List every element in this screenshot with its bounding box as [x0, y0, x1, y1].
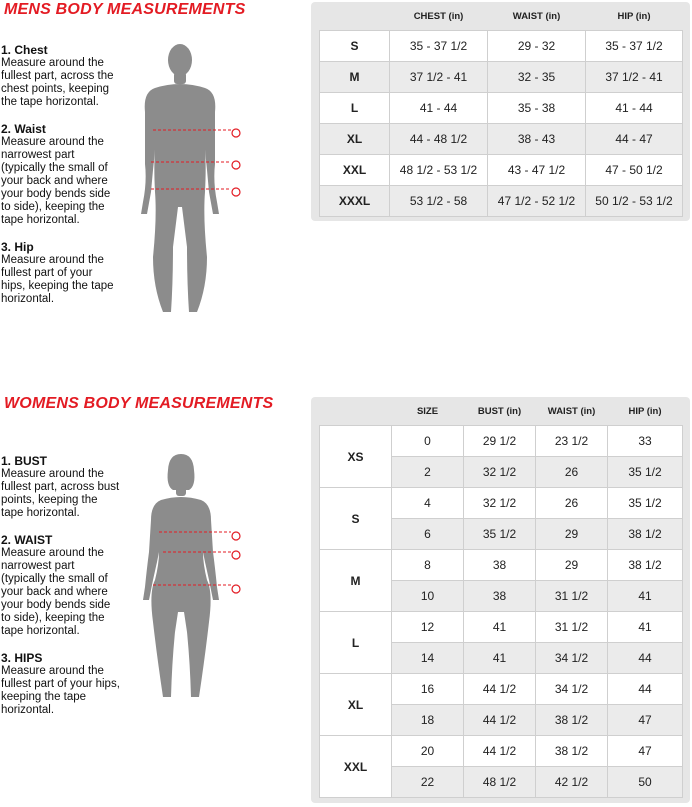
waist-value: 34 1/2	[536, 643, 608, 674]
numeric-size-value: 12	[392, 612, 464, 643]
mens-header-hip: HIP (in)	[617, 10, 651, 22]
womens-header-hip: HIP (in)	[628, 405, 662, 417]
hip-value: 44	[608, 674, 683, 705]
womens-table-row	[320, 674, 683, 705]
size-letter-label: M	[320, 550, 392, 612]
hip-value: 35 1/2	[608, 457, 683, 488]
womens-header-size: SIZE	[416, 405, 439, 417]
hip-value: 35 1/2	[608, 488, 683, 519]
womens-size-table-panel	[311, 397, 690, 803]
bust-value: 41	[464, 643, 536, 674]
womens-step-text: Measure around the fullest part of your hips, keeping the tape horizontal.	[1, 665, 120, 716]
hip-value: 38 1/2	[608, 550, 683, 581]
size-label: L	[320, 93, 390, 124]
waist-value: 26	[536, 457, 608, 488]
waist-value: 38 1/2	[536, 736, 608, 767]
waist-value: 31 1/2	[536, 612, 608, 643]
numeric-size-value: 10	[392, 581, 464, 612]
womens-step-hips	[1, 652, 121, 717]
waist-value: 43 - 47 1/2	[488, 155, 586, 186]
bust-value: 41	[464, 612, 536, 643]
bust-value: 38	[464, 550, 536, 581]
hip-value: 50	[608, 767, 683, 798]
size-label: XL	[320, 124, 390, 155]
hip-value: 41	[608, 612, 683, 643]
numeric-size-value: 6	[392, 519, 464, 550]
marker-1-icon	[231, 125, 241, 143]
chest-value: 35 - 37 1/2	[390, 31, 488, 62]
mens-step-waist	[1, 123, 116, 227]
womens-size-table	[319, 397, 683, 798]
womens-table-row	[320, 550, 683, 581]
size-label: XXL	[320, 155, 390, 186]
waist-value: 32 - 35	[488, 62, 586, 93]
womens-header-waist: WAIST (in)	[547, 405, 596, 417]
womens-table-row	[320, 488, 683, 519]
bust-value: 44 1/2	[464, 674, 536, 705]
bust-value: 32 1/2	[464, 457, 536, 488]
size-letter-label: XXL	[320, 736, 392, 798]
waist-value: 26	[536, 488, 608, 519]
mens-table-row	[320, 62, 683, 93]
marker-2-icon	[231, 157, 241, 175]
hip-value: 37 1/2 - 41	[586, 62, 683, 93]
waist-value: 23 1/2	[536, 426, 608, 457]
mens-step-hip	[1, 241, 116, 306]
bust-value: 48 1/2	[464, 767, 536, 798]
womens-header-row	[320, 397, 683, 426]
mens-step-title: 2. Waist	[1, 122, 46, 136]
womens-step-title: 2. WAIST	[1, 533, 53, 547]
womens-table-row	[320, 612, 683, 643]
mens-table-row	[320, 93, 683, 124]
numeric-size-value: 2	[392, 457, 464, 488]
numeric-size-value: 22	[392, 767, 464, 798]
mens-table-row	[320, 124, 683, 155]
chest-value: 48 1/2 - 53 1/2	[390, 155, 488, 186]
female-body-figure	[135, 452, 245, 707]
hip-value: 47	[608, 705, 683, 736]
mens-table-row	[320, 31, 683, 62]
hip-value: 35 - 37 1/2	[586, 31, 683, 62]
numeric-size-value: 4	[392, 488, 464, 519]
mens-header-size	[320, 2, 390, 31]
mens-table-row	[320, 155, 683, 186]
mens-section-title: MENS BODY MEASUREMENTS	[4, 1, 246, 18]
womens-step-bust	[1, 455, 121, 520]
hip-value: 41 - 44	[586, 93, 683, 124]
hip-value: 47	[608, 736, 683, 767]
waist-value: 38 1/2	[536, 705, 608, 736]
waist-value: 31 1/2	[536, 581, 608, 612]
hip-value: 41	[608, 581, 683, 612]
male-body-figure	[125, 42, 250, 322]
womens-step-text: Measure around the narrowest part (typically the small of your back and where your body bends side to side), keeping the tape horizontal.	[1, 547, 111, 637]
chest-value: 44 - 48 1/2	[390, 124, 488, 155]
womens-header-letter	[320, 397, 392, 426]
female-silhouette-icon	[143, 454, 219, 697]
mens-size-table	[319, 2, 683, 217]
numeric-size-value: 0	[392, 426, 464, 457]
size-letter-label: XL	[320, 674, 392, 736]
marker-1-icon	[231, 528, 241, 546]
mens-step-text: Measure around the fullest part of your hips, keeping the tape horizontal.	[1, 254, 114, 305]
womens-step-title: 3. HIPS	[1, 651, 43, 665]
hip-value: 38 1/2	[608, 519, 683, 550]
mens-step-chest	[1, 44, 116, 109]
marker-2-icon	[231, 547, 241, 565]
size-letter-label: L	[320, 612, 392, 674]
size-letter-label: XS	[320, 426, 392, 488]
numeric-size-value: 20	[392, 736, 464, 767]
bust-value: 32 1/2	[464, 488, 536, 519]
mens-step-text: Measure around the narrowest part (typically the small of your back and where your body bends side to side), keeping the tape horizontal.	[1, 136, 111, 226]
waist-value: 29	[536, 519, 608, 550]
chest-value: 37 1/2 - 41	[390, 62, 488, 93]
mens-table-row	[320, 186, 683, 217]
chest-value: 53 1/2 - 58	[390, 186, 488, 217]
male-silhouette-icon	[141, 44, 219, 312]
mens-header-chest: CHEST (in)	[413, 10, 464, 22]
hip-value: 50 1/2 - 53 1/2	[586, 186, 683, 217]
waist-value: 35 - 38	[488, 93, 586, 124]
waist-value: 29	[536, 550, 608, 581]
numeric-size-value: 16	[392, 674, 464, 705]
hip-value: 44	[608, 643, 683, 674]
marker-3-icon	[231, 581, 241, 599]
bust-value: 44 1/2	[464, 736, 536, 767]
bust-value: 29 1/2	[464, 426, 536, 457]
size-label: XXXL	[320, 186, 390, 217]
hip-value: 44 - 47	[586, 124, 683, 155]
mens-step-text: Measure around the fullest part, across the chest points, keeping the tape horizontal.	[1, 57, 114, 108]
womens-table-row	[320, 426, 683, 457]
womens-header-bust: BUST (in)	[477, 405, 522, 417]
numeric-size-value: 8	[392, 550, 464, 581]
waist-value: 42 1/2	[536, 767, 608, 798]
waist-value: 29 - 32	[488, 31, 586, 62]
mens-step-title: 1. Chest	[1, 43, 48, 57]
womens-step-waist	[1, 534, 121, 638]
womens-step-text: Measure around the fullest part, across bust points, keeping the tape horizontal.	[1, 468, 120, 519]
mens-header-row	[320, 2, 683, 31]
waist-value: 34 1/2	[536, 674, 608, 705]
mens-instructions	[1, 44, 116, 320]
numeric-size-value: 18	[392, 705, 464, 736]
womens-step-title: 1. BUST	[1, 454, 48, 468]
size-label: M	[320, 62, 390, 93]
womens-table-row	[320, 736, 683, 767]
mens-size-table-panel	[311, 2, 690, 221]
hip-value: 33	[608, 426, 683, 457]
waist-value: 38 - 43	[488, 124, 586, 155]
bust-value: 44 1/2	[464, 705, 536, 736]
chest-value: 41 - 44	[390, 93, 488, 124]
bust-value: 38	[464, 581, 536, 612]
size-letter-label: S	[320, 488, 392, 550]
marker-3-icon	[231, 184, 241, 202]
womens-section-title: WOMENS BODY MEASUREMENTS	[4, 395, 274, 412]
bust-value: 35 1/2	[464, 519, 536, 550]
numeric-size-value: 14	[392, 643, 464, 674]
hip-value: 47 - 50 1/2	[586, 155, 683, 186]
size-label: S	[320, 31, 390, 62]
mens-step-title: 3. Hip	[1, 240, 34, 254]
mens-header-waist: WAIST (in)	[512, 10, 561, 22]
waist-value: 47 1/2 - 52 1/2	[488, 186, 586, 217]
womens-instructions	[1, 455, 121, 731]
